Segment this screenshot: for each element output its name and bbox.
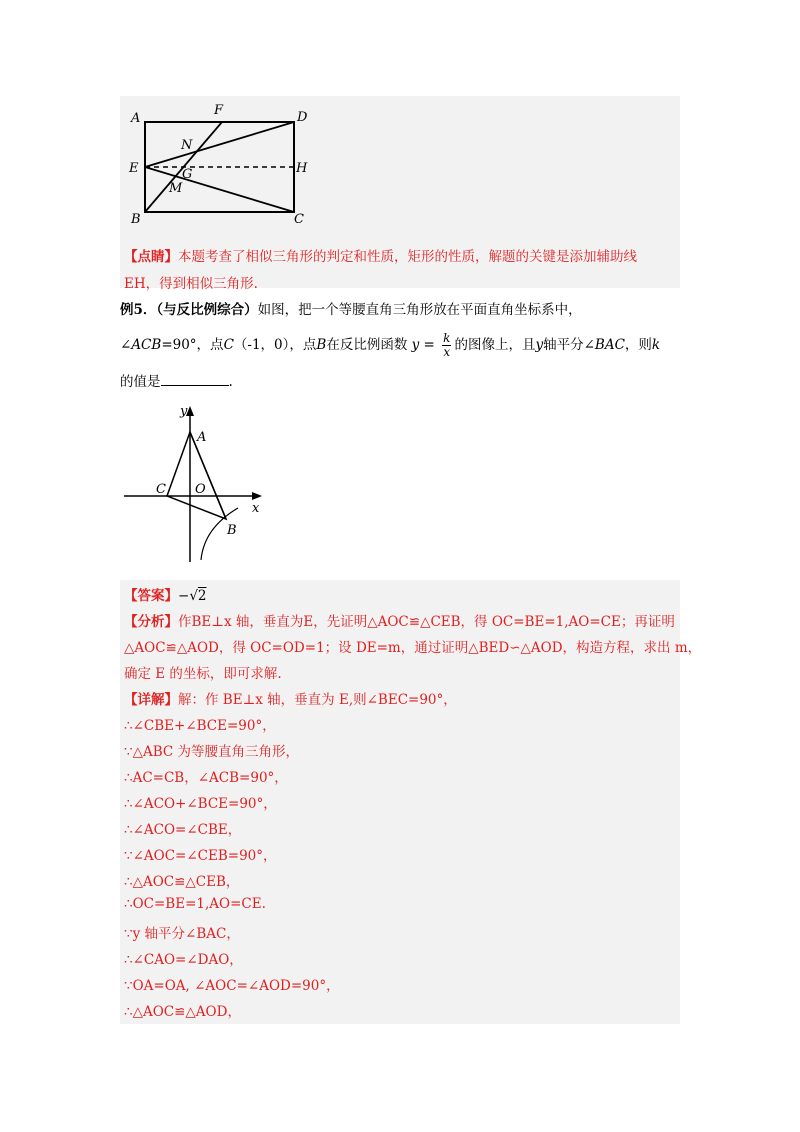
detail-line-12: ∴△AOC≌△AOD， (124, 1004, 241, 1020)
analysis-line-2: △AOC≌△AOD，得 OC=OD=1；设 DE=m，通过证明△BED∽△AOD，构造方程，求出 m， (124, 640, 702, 656)
detail-line-8: ∴OC=BE=1,AO=CE. (124, 896, 266, 912)
example-topic: （与反比例综合） (156, 302, 258, 318)
example-line2: ∠ACB=90°，点C（-1，0），点B在反比例函数 y = $\frac{k}{x}$ 的图像上，且y轴平分∠BAC，则k (120, 331, 661, 359)
key-point-tag: 【点睛】 (124, 249, 178, 265)
axis-label-x: x (252, 501, 260, 516)
example-label: 例5． (120, 302, 157, 318)
detail-line-9: ∵y 轴平分∠BAC， (124, 926, 240, 942)
label-M: M (169, 181, 183, 196)
detail-line-1: ∴∠CBE+∠BCE=90°， (124, 718, 276, 734)
example-line3: 的值是 . (120, 374, 233, 390)
detail-line-3: ∴AC=CB，∠ACB=90°， (124, 770, 288, 786)
label-E: E (129, 161, 139, 176)
detail-line-11: ∵OA=OA, ∠AOC=∠AOD=90°， (124, 978, 340, 994)
point-label-C: C (156, 482, 166, 497)
label-D: D (297, 110, 308, 125)
detail-line-2: ∵△ABC 为等腰直角三角形， (124, 744, 300, 760)
label-H: H (296, 161, 308, 176)
point-label-A: A (197, 430, 207, 445)
detail-line-5: ∴∠ACO=∠CBE， (124, 822, 242, 838)
label-B: B (131, 212, 141, 227)
key-point-text-2: EH，得到相似三角形. (124, 276, 258, 292)
label-F: F (214, 103, 224, 118)
point-label-O: O (195, 482, 206, 497)
axis-label-y: y (180, 404, 188, 419)
label-N: N (181, 138, 193, 153)
label-A: A (131, 111, 141, 126)
analysis-line-3: 确定 E 的坐标，即可求解. (124, 666, 282, 682)
label-G: G (182, 167, 193, 182)
label-C: C (294, 212, 304, 227)
analysis-line-1: 【分析】作BE⊥x 轴，垂直为E，先证明△AOC≌△CEB，得 OC=BE=1,AO=CE；再证明 (124, 614, 675, 630)
example-line1: 如图，把一个等腰直角三角形放在平面直角坐标系中， (257, 302, 582, 318)
detail-line-4: ∴∠ACO+∠BCE=90°， (124, 796, 277, 812)
point-label-B: B (227, 523, 237, 538)
detail-line-7: ∴△AOC≌△CEB， (124, 874, 240, 890)
key-point-text-1: 本题考查了相似三角形的判定和性质，矩形的性质，解题的关键是添加辅助线 (178, 249, 637, 265)
detail-line-6: ∵∠AOC=∠CEB=90°， (124, 848, 277, 864)
fraction-k-over-x: $\frac{k}{x}$ (443, 331, 451, 359)
detail-line-0: 【详解】解：作 BE⊥x 轴，垂直为 E,则∠BEC=90°， (124, 692, 457, 708)
detail-line-10: ∴∠CAO=∠DAO， (124, 952, 243, 968)
answer-line: 【答案】−√2 (124, 588, 207, 604)
